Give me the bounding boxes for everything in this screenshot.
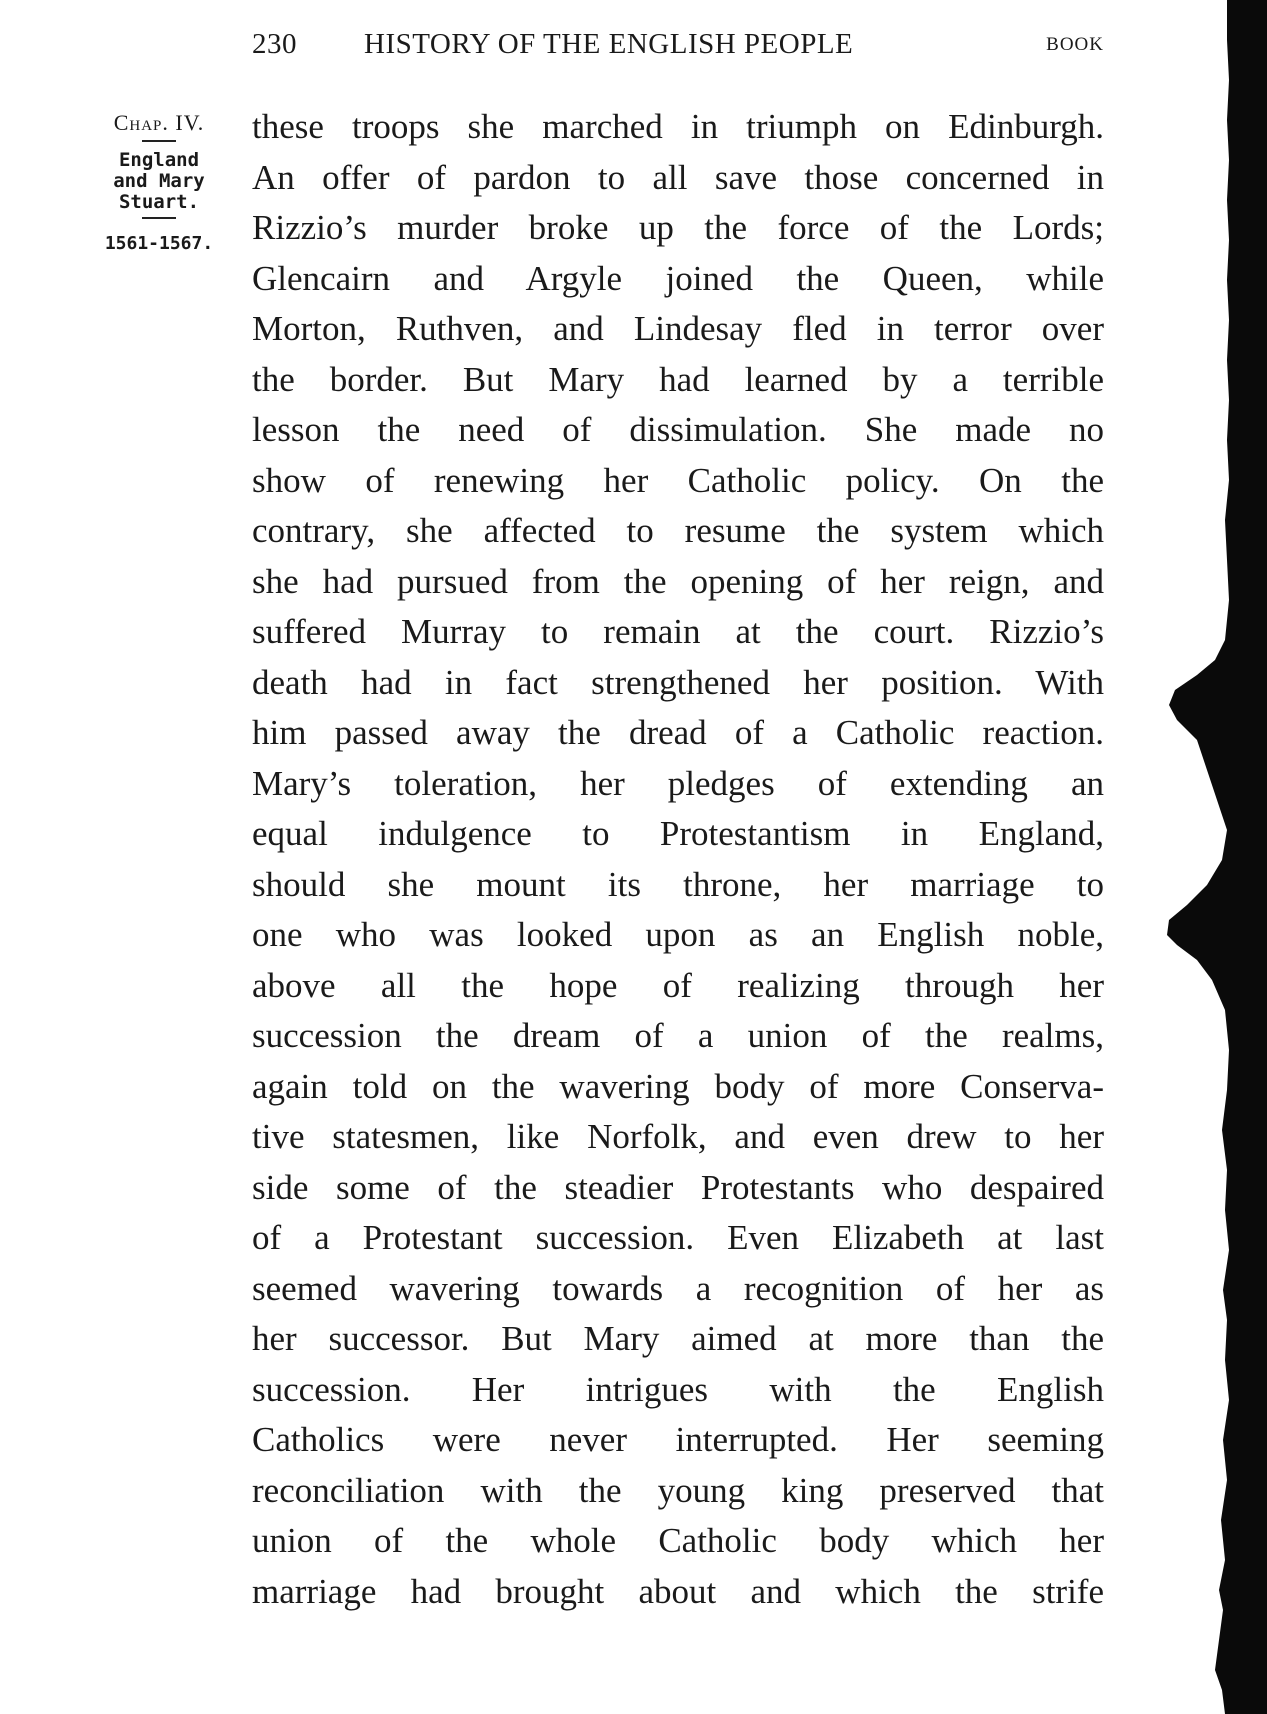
- text-line: succession the dream of a union of the realms,: [252, 1016, 1104, 1055]
- text-line: Mary’s toleration, her pledges of extending an: [252, 763, 1104, 803]
- text-line: suffered Murray to remain at the court. Rizzio’s: [252, 612, 1104, 651]
- text-line: she had pursued from the opening of her reign, and: [252, 561, 1104, 601]
- scan-edge-shape: [1167, 0, 1267, 1714]
- body-text: [252, 102, 1104, 1617]
- book-label: BOOK: [1046, 34, 1104, 55]
- text-line: her successor. But Mary aimed at more than the: [252, 1319, 1104, 1358]
- text-line: lesson the need of dissimulation. She made no: [252, 410, 1104, 449]
- margin-rule: [142, 140, 176, 142]
- running-head: [252, 28, 1104, 68]
- text-line: these troops she marched in triumph on Edinburgh.: [252, 107, 1104, 146]
- topic-note-line: and Mary: [113, 170, 205, 192]
- text-line: the border. But Mary had learned by a terrible: [252, 359, 1104, 399]
- text-line: seemed wavering towards a recognition of her as: [252, 1268, 1104, 1308]
- chapter-reference: Chap. IV.: [113, 110, 205, 135]
- text-line: death had in fact strengthened her position. With: [252, 662, 1104, 702]
- text-line: Morton, Ruthven, and Lindesay fled in terror over: [252, 309, 1104, 348]
- text-line: show of renewing her Catholic policy. On the: [252, 460, 1104, 500]
- date-range-note: 1561-1567.: [104, 233, 214, 254]
- topic-note: [90, 150, 228, 213]
- margin-rule: [142, 217, 176, 219]
- text-line: Catholics were never interrupted. Her seeming: [252, 1420, 1104, 1459]
- text-line: should she mount its throne, her marriage to: [252, 864, 1104, 904]
- text-line: Rizzio’s murder broke up the force of the Lords;: [252, 208, 1104, 247]
- text-line: him passed away the dread of a Catholic reaction.: [252, 713, 1104, 752]
- topic-note-line: Stuart.: [118, 191, 200, 213]
- text-line: reconciliation with the young king preserved that: [252, 1470, 1104, 1510]
- book-title: HISTORY OF THE ENGLISH PEOPLE: [364, 28, 854, 60]
- text-line: marriage had brought about and which the strife: [252, 1571, 1104, 1611]
- text-line: Glencairn and Argyle joined the Queen, while: [252, 258, 1104, 298]
- text-line: side some of the steadier Protestants who despaired: [252, 1167, 1104, 1207]
- text-line: contrary, she affected to resume the system which: [252, 511, 1104, 550]
- text-line: above all the hope of realizing through her: [252, 965, 1104, 1005]
- scan-edge-shadow: [1167, 0, 1267, 1714]
- text-line: equal indulgence to Protestantism in England,: [252, 814, 1104, 853]
- text-line: succession. Her intrigues with the English: [252, 1369, 1104, 1409]
- page-number: 230: [252, 28, 297, 60]
- text-line: An offer of pardon to all save those concerned in: [252, 157, 1104, 197]
- text-line: one who was looked upon as an English noble,: [252, 915, 1104, 954]
- margin-notes: [90, 110, 228, 254]
- text-line: union of the whole Catholic body which her: [252, 1521, 1104, 1560]
- text-line: of a Protestant succession. Even Elizabeth at last: [252, 1218, 1104, 1257]
- topic-note-line: England: [118, 149, 200, 171]
- text-line: tive statesmen, like Norfolk, and even drew to her: [252, 1117, 1104, 1156]
- text-line: again told on the wavering body of more Conserva-: [252, 1066, 1104, 1106]
